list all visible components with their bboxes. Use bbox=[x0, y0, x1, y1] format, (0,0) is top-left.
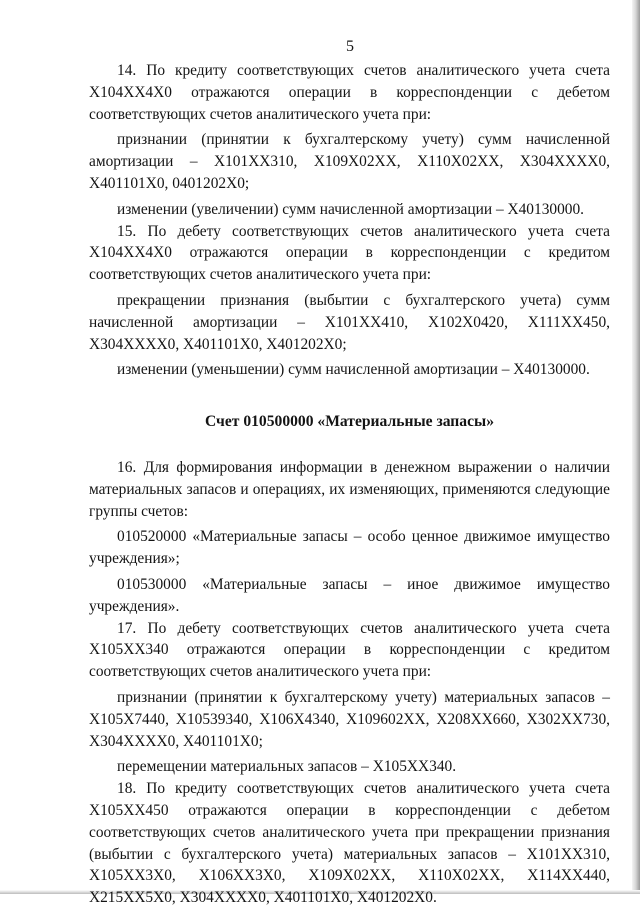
paragraph-16-item-valuable: 010520000 «Материальные запасы – особо ценное движимое имущество учреждения»; bbox=[89, 528, 610, 568]
paragraph-17-item-transfer: перемещении материальных запасов – Х105ХХ340. bbox=[117, 758, 457, 776]
paragraph-18: 18. По кредиту соответствующих счетов аналитического учета счета Х105ХХ450 отражаются операции в корреспонденции с дебетом соответствующих счетов аналитического учета при прекращении признания (выбытии с бухгалтерского учета) материальных запасов – Х101ХХ310, Х105ХХ3Х0, Х106ХХ3Х0, Х109Х02ХХ, Х110Х02ХХ, Х114ХХ440, Х215ХХ5Х0, Х304ХХХХ0, Х401101Х0, Х401202Х0. bbox=[89, 780, 610, 907]
paragraph-14-item-change: изменении (увеличении) сумм начисленной амортизации – Х40130000. bbox=[117, 200, 585, 218]
paragraph-17: 17. По дебету соответствующих счетов аналитического учета счета Х105ХХ340 отражаются операции в корреспонденции с кредитом соответствующих счетов аналитического учета при: bbox=[89, 619, 610, 681]
section-heading: Счет 010500000 «Материальные запасы» bbox=[205, 413, 494, 431]
paragraph-14: 14. По кредиту соответствующих счетов аналитического учета счета Х104ХХ4Х0 отражаются операции в корреспонденции с дебетом соответствующих счетов аналитического учета при: bbox=[89, 62, 610, 123]
paragraph-15: 15. По дебету соответствующих счетов аналитического учета счета Х104ХХ4Х0 отражаются операции в корреспонденции с кредитом соответствующих счетов аналитического учета при: bbox=[89, 222, 610, 284]
paragraph-14-item-recognition: признании (принятии к бухгалтерскому учету) сумм начисленной амортизации – Х101ХХ310, Х109Х02ХХ, Х110Х02ХХ, Х304ХХХХ0, Х401101Х0, 0401202Х0; bbox=[89, 131, 610, 192]
paragraph-15-item-change: изменении (уменьшении) сумм начисленной амортизации – Х40130000. bbox=[117, 361, 590, 379]
document-body bbox=[89, 60, 610, 909]
page-number: 5 bbox=[346, 38, 354, 55]
paragraph-17-item-recognition: признании (принятии к бухгалтерскому учету) материальных запасов – Х105Х7440, Х10539340, Х106Х4340, Х109602ХХ, Х208ХХ660, Х302ХХ730, Х304ХХХХ0, Х401101Х0; bbox=[89, 688, 610, 750]
paragraph-16-item-other: 010530000 «Материальные запасы – иное движимое имущество учреждения». bbox=[89, 575, 610, 615]
paragraph-15-item-derecognition: прекращении признания (выбытии с бухгалтерского учета) сумм начисленной амортизации – Х101ХХ410, Х102Х0420, Х111ХХ450, Х304ХХХХ0, Х401101Х0, Х401202Х0; bbox=[89, 291, 610, 353]
paragraph-16: 16. Для формирования информации в денежном выражении о наличии материальных запасов и операциях, их изменяющих, применяются следующие группы счетов: bbox=[89, 458, 610, 520]
scan-edge-right bbox=[632, 0, 640, 894]
